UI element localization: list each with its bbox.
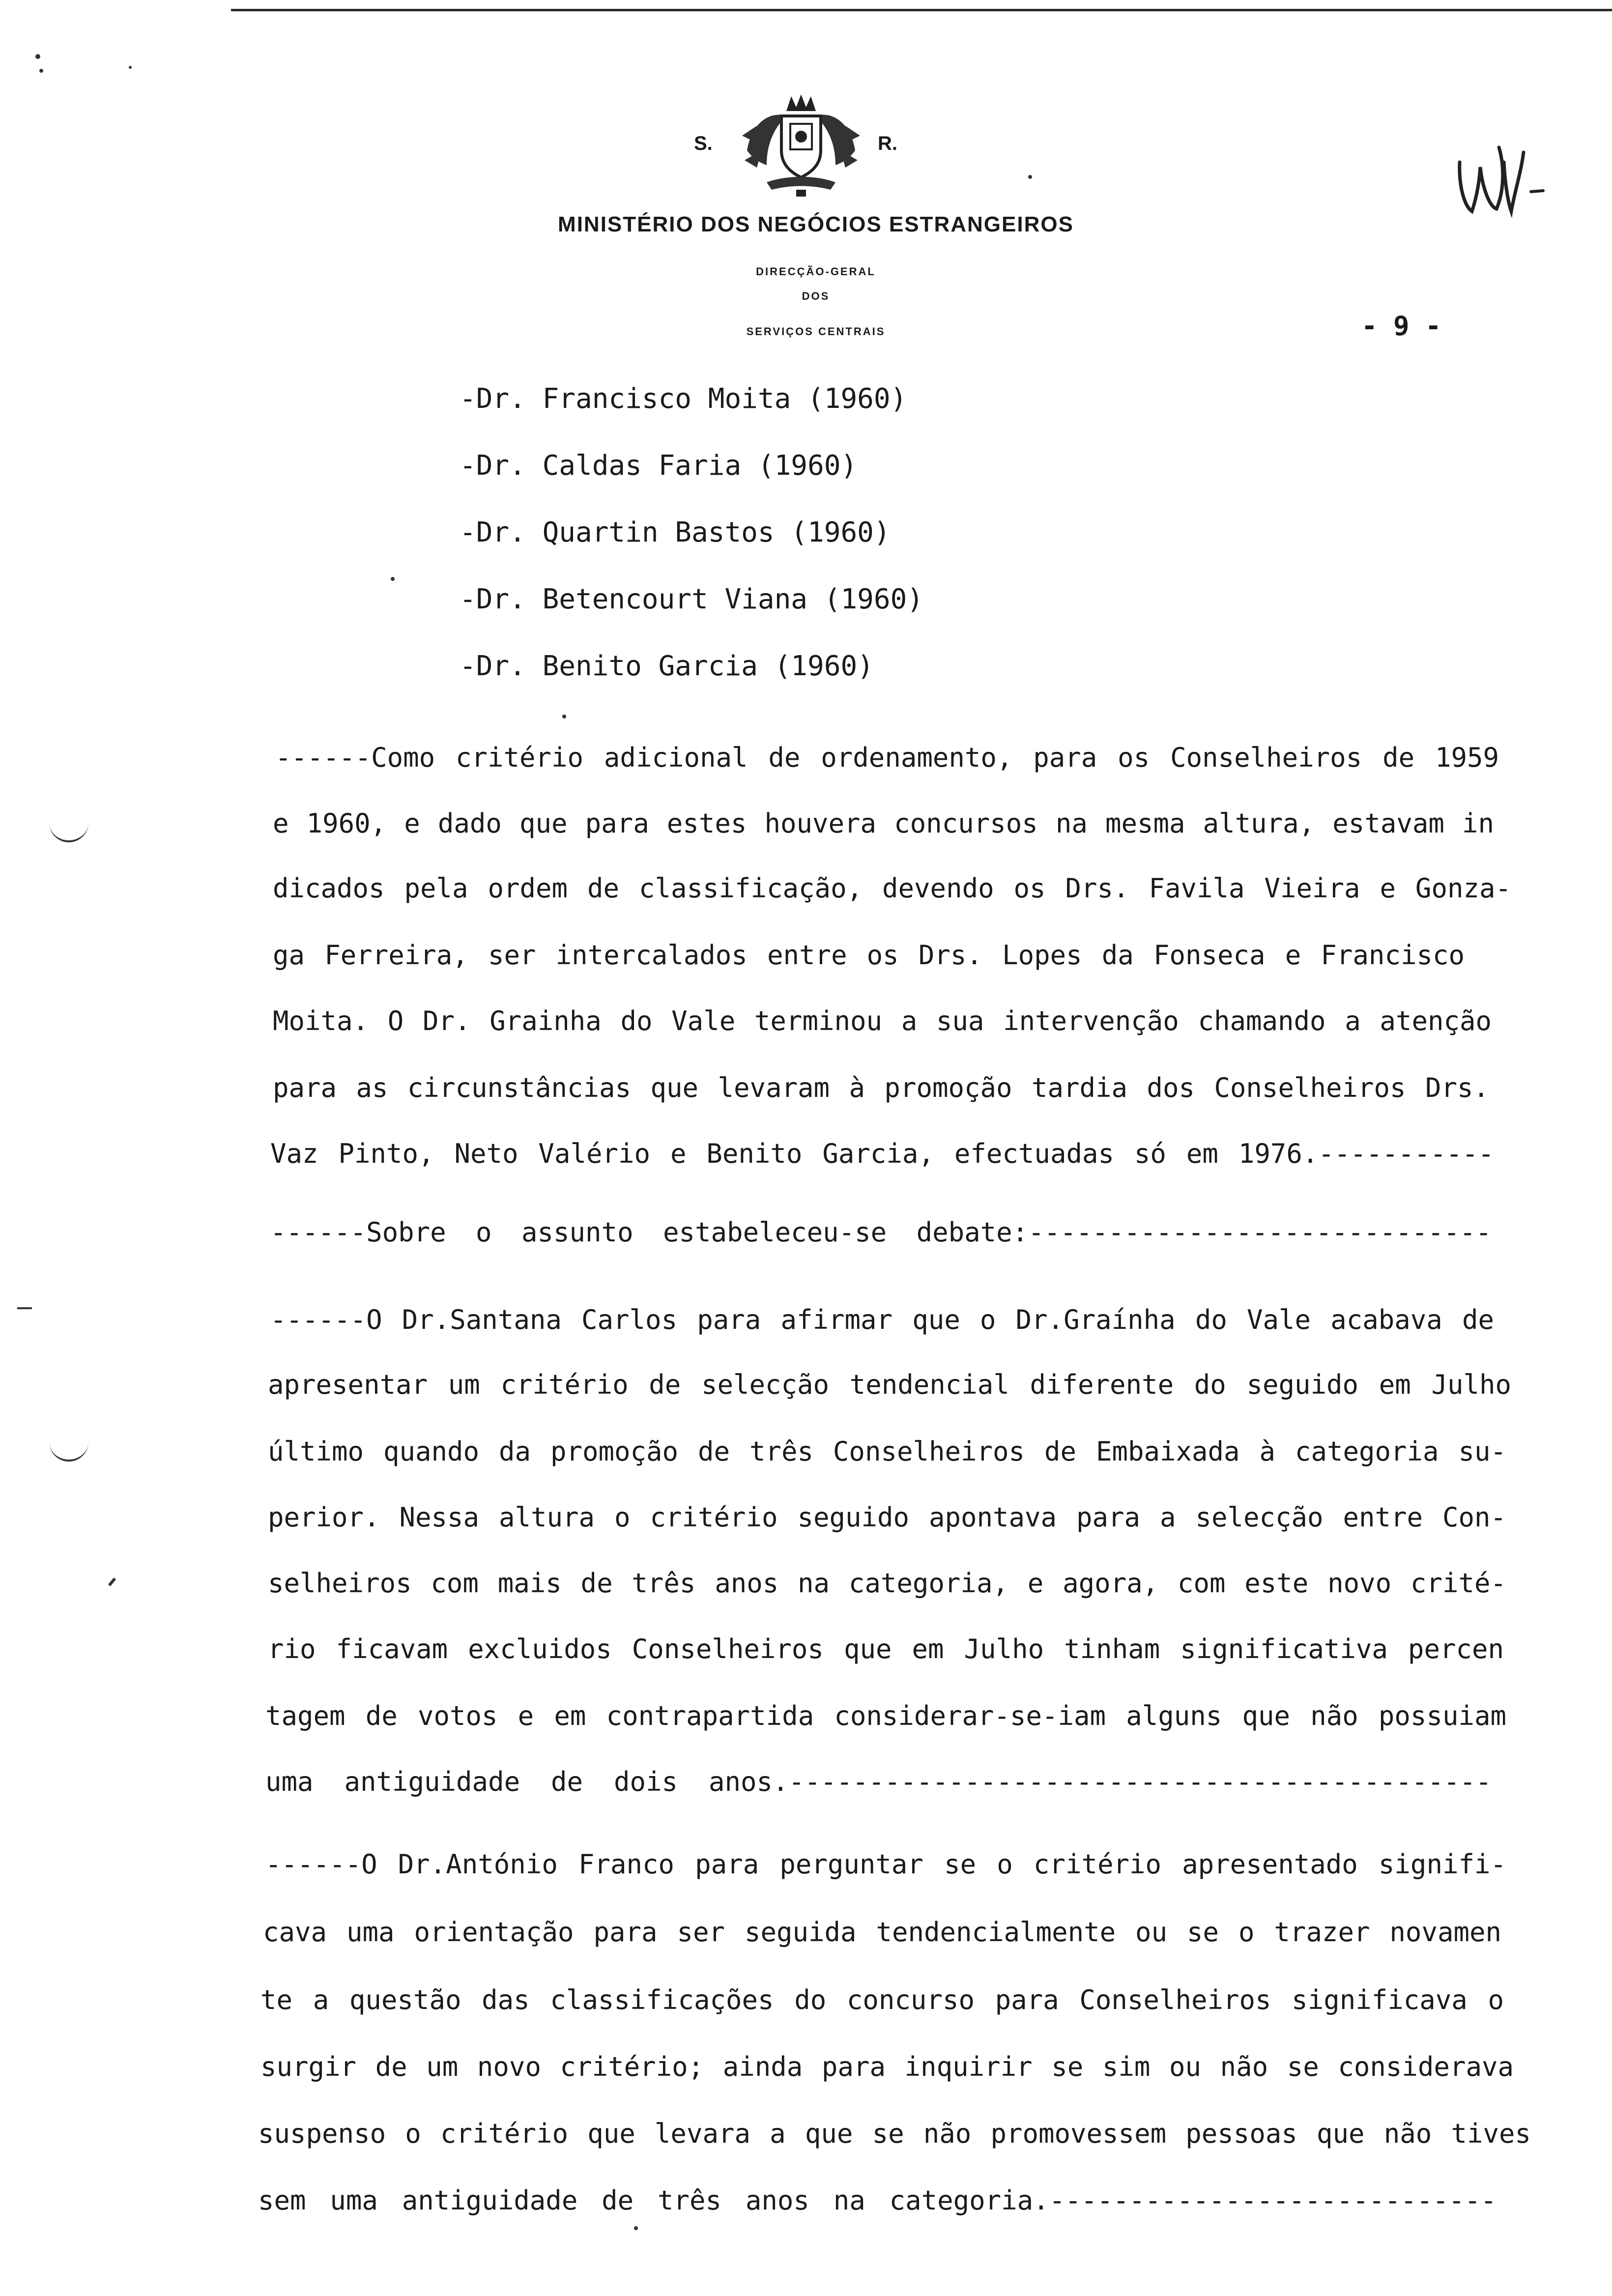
text-line: ------O Dr.Santana Carlos para afirmar que o Dr.Graínha do Vale acabava de bbox=[270, 1304, 1494, 1335]
coat-of-arms-icon bbox=[737, 91, 865, 200]
text-line: perior. Nessa altura o critério seguido apontava para a selecção entre Con- bbox=[268, 1502, 1506, 1533]
text-line: suspenso o critério que levara a que se não promovessem pessoas que não tives bbox=[258, 2118, 1531, 2149]
text-line: selheiros com mais de três anos na categoria, e agora, com este novo crité- bbox=[268, 1568, 1506, 1599]
scan-fleck bbox=[129, 66, 132, 69]
letterhead-initial-s: S. bbox=[694, 133, 713, 154]
page-number: - 9 - bbox=[1361, 311, 1441, 342]
department-line: DIRECÇÃO-GERAL bbox=[756, 265, 876, 278]
text-line: ga Ferreira, ser intercalados entre os Drs. Lopes da Fonseca e Francisco bbox=[273, 940, 1465, 971]
scan-fleck bbox=[17, 1307, 32, 1309]
list-item: -Dr. Quartin Bastos (1960) bbox=[460, 517, 891, 548]
letterhead-initial-r: R. bbox=[878, 133, 897, 154]
text-line: surgir de um novo critério; ainda para inquirir se sim ou não se considerava bbox=[260, 2051, 1514, 2082]
ministry-title: MINISTÉRIO DOS NEGÓCIOS ESTRANGEIROS bbox=[558, 212, 1074, 236]
list-item: -Dr. Francisco Moita (1960) bbox=[460, 383, 907, 415]
text-line: rio ficavam excluidos Conselheiros que em Julho tinham significativa percen bbox=[268, 1634, 1504, 1665]
text-line: ------Como critério adicional de ordenamento, para os Conselheiros de 1959 bbox=[275, 742, 1499, 773]
text-line: te a questão das classificações do concurso para Conselheiros significava o bbox=[260, 1984, 1504, 2015]
scan-fleck bbox=[35, 54, 40, 59]
text-line: para as circunstâncias que levaram à promoção tardia dos Conselheiros Drs. bbox=[273, 1072, 1489, 1103]
text-line: cava uma orientação para ser seguida tendencialmente ou se o trazer novamen bbox=[263, 1917, 1501, 1948]
margin-tick-mark bbox=[49, 821, 88, 842]
text-line: uma antiguidade de dois anos.-------------------------------------------- bbox=[265, 1766, 1492, 1797]
list-item: -Dr. Caldas Faria (1960) bbox=[460, 450, 858, 482]
text-line: dicados pela ordem de classificação, devendo os Drs. Favila Vieira e Gonza- bbox=[273, 873, 1511, 904]
text-line: Vaz Pinto, Neto Valério e Benito Garcia, efectuadas só em 1976.----------- bbox=[270, 1138, 1494, 1169]
scan-fleck bbox=[391, 577, 395, 581]
list-item: -Dr. Betencourt Viana (1960) bbox=[460, 583, 924, 615]
scan-fleck bbox=[39, 69, 43, 73]
page-top-edge bbox=[231, 9, 1612, 11]
department-line: SERVIÇOS CENTRAIS bbox=[746, 325, 886, 338]
margin-tick-mark bbox=[49, 1440, 88, 1462]
scan-fleck bbox=[562, 715, 566, 718]
department-line: DOS bbox=[802, 290, 830, 302]
conselheiros-list bbox=[460, 385, 923, 719]
text-line: último quando da promoção de três Conselheiros de Embaixada à categoria su- bbox=[268, 1436, 1506, 1467]
handwritten-initials-signature bbox=[1450, 133, 1548, 231]
text-line: tagem de votos e em contrapartida considerar-se-iam alguns que não possuiam bbox=[265, 1700, 1506, 1731]
text-line: sem uma antiguidade de três anos na categoria.---------------------------- bbox=[258, 2185, 1497, 2216]
scan-fleck bbox=[634, 2226, 638, 2230]
text-line: Moita. O Dr. Grainha do Vale terminou a sua intervenção chamando a atenção bbox=[273, 1005, 1492, 1036]
text-line: e 1960, e dado que para estes houvera concursos na mesma altura, estavam in bbox=[273, 808, 1494, 839]
scan-fleck bbox=[108, 1578, 116, 1586]
list-item: -Dr. Benito Garcia (1960) bbox=[460, 650, 874, 682]
text-line: ------Sobre o assunto estabeleceu-se debate:----------------------------- bbox=[270, 1217, 1492, 1248]
scan-fleck bbox=[1028, 175, 1032, 179]
text-line: ------O Dr.António Franco para perguntar se o critério apresentado signifi- bbox=[265, 1849, 1506, 1880]
text-line: apresentar um critério de selecção tendencial diferente do seguido em Julho bbox=[268, 1369, 1511, 1400]
